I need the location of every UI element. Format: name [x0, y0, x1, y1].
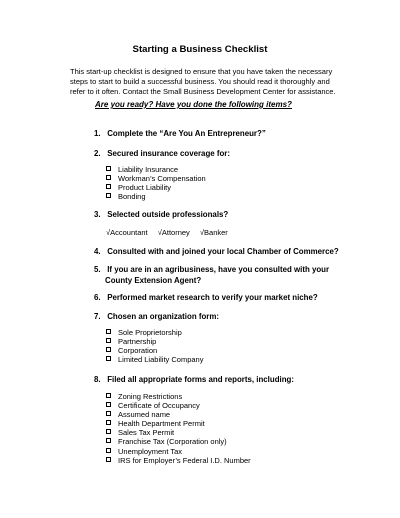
professional-accountant: √Accountant [106, 228, 148, 237]
checkbox-icon [106, 393, 111, 398]
checklist-item-6 [94, 292, 318, 303]
item-text: Complete the “Are You An Entrepreneur?” [107, 129, 266, 138]
item-number: 5. [94, 265, 101, 274]
list-item: Zoning Restrictions [106, 392, 251, 401]
item-text-continued: County Extension Agent? [105, 276, 202, 285]
item-number: 8. [94, 375, 101, 384]
checkbox-icon [106, 329, 111, 334]
list-item: Assumed name [106, 410, 251, 419]
item-text: Filed all appropriate forms and reports, including: [107, 375, 294, 384]
checkbox-icon [106, 338, 111, 343]
ready-prompt: Are you ready? Have you done the following items? [95, 100, 292, 109]
checkbox-icon [106, 347, 111, 352]
list-item: Corporation [106, 346, 203, 355]
item-text: Selected outside professionals? [107, 210, 229, 219]
item-number: 1. [94, 129, 101, 138]
list-item: Partnership [106, 337, 203, 346]
list-item: Sales Tax Permit [106, 428, 251, 437]
item-text: Chosen an organization form: [107, 312, 219, 321]
checkbox-icon [106, 166, 111, 171]
professional-attorney: √Attorney [157, 228, 190, 237]
list-item: Liability Insurance [106, 165, 206, 174]
checklist-item-1 [94, 128, 266, 139]
checklist-item-5 [94, 264, 329, 286]
page-title: Starting a Business Checklist [132, 44, 268, 55]
checklist-item-7 [94, 311, 219, 322]
intro-line: steps to start to build a successful business. You should read it thoroughly and [70, 77, 330, 86]
item-number: 4. [94, 247, 101, 256]
checkbox-icon [106, 420, 111, 425]
list-item: IRS for Employer’s Federal I.D. Number [106, 456, 251, 465]
list-item: Product Liability [106, 183, 206, 192]
checkbox-icon [106, 175, 111, 180]
item-text: Secured insurance coverage for: [107, 149, 230, 158]
item-text: Performed market research to verify your market niche? [107, 293, 318, 302]
checklist-item-4 [94, 246, 339, 257]
checkbox-icon [106, 356, 111, 361]
checkbox-icon [106, 448, 111, 453]
intro-line: refer to it often. Contact the Small Business Development Center for assistance. [70, 87, 336, 96]
professional-banker: √Banker [199, 228, 228, 237]
list-item: Unemployment Tax [106, 447, 251, 456]
item-number: 6. [94, 293, 101, 302]
checklist-item-3 [94, 209, 228, 220]
checkbox-icon [106, 193, 111, 198]
list-item: Certificate of Occupancy [106, 401, 251, 410]
checklist-item-8 [94, 374, 294, 385]
list-item: Health Department Permit [106, 419, 251, 428]
list-item: Franchise Tax (Corporation only) [106, 437, 251, 446]
org-form-list [106, 328, 203, 364]
item-number: 3. [94, 210, 101, 219]
list-item: Bonding [106, 192, 206, 201]
checkbox-icon [106, 457, 111, 462]
checkbox-icon [106, 438, 111, 443]
insurance-list [106, 165, 206, 201]
item-text: Consulted with and joined your local Chamber of Commerce? [107, 247, 339, 256]
checkbox-icon [106, 429, 111, 434]
list-item: Workman’s Compensation [106, 174, 206, 183]
checkbox-icon [106, 411, 111, 416]
checkbox-icon [106, 402, 111, 407]
list-item: Sole Proprietorship [106, 328, 203, 337]
checkbox-icon [106, 184, 111, 189]
professionals-list [106, 228, 236, 237]
item-number: 2. [94, 149, 101, 158]
intro-line: This start-up checklist is designed to ensure that you have taken the necessary [70, 67, 333, 76]
intro-paragraph [70, 67, 355, 97]
filings-list [106, 392, 251, 465]
checklist-item-2 [94, 148, 230, 159]
list-item: Limited Liability Company [106, 355, 203, 364]
item-number: 7. [94, 312, 101, 321]
item-text: If you are in an agribusiness, have you consulted with your [107, 265, 330, 274]
